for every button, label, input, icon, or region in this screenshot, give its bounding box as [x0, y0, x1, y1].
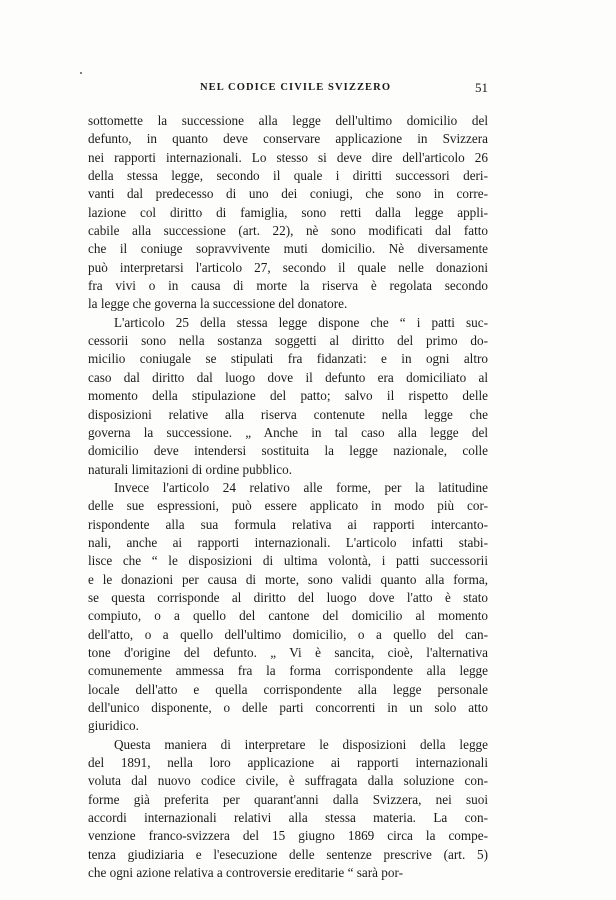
paragraph — [88, 736, 488, 883]
text-line: rispondente alla sua formula relativa ai rapporti intercanto- — [88, 516, 488, 532]
text-line: tenza giudiziaria e l'esecuzione delle sentenze prescrive (art. 5) — [88, 846, 488, 862]
text-line: domicilio deve intendersi sostituita la legge nazionale, colle — [88, 443, 488, 459]
text-line: Invece l'articolo 24 relativo alle forme, per la latitudine — [114, 479, 488, 495]
text-line: compiuto, o a quello del cantone del domicilio al momento — [88, 608, 488, 624]
text-line: e le donazioni per causa di morte, sono validi quanto alla forma, — [88, 571, 488, 587]
paragraph — [88, 314, 488, 479]
text-line: può interpretarsi l'articolo 27, secondo il quale nelle donazioni — [88, 259, 488, 275]
text-line: nei rapporti internazionali. Lo stesso si deve dire dell'articolo 26 — [88, 149, 488, 165]
text-line: disposizioni relative alla riserva contenute nella legge che — [88, 406, 488, 422]
text-line: caso dal diritto dal luogo dove il defunto era domiciliato al — [88, 369, 488, 385]
text-line: defunto, in quanto deve conservare applicazione in Svizzera — [88, 131, 488, 147]
print-speck — [80, 72, 82, 74]
text-line: governa la successione. „ Anche in tal caso alla legge del — [88, 424, 488, 440]
text-line: L'articolo 25 della stessa legge dispone che “ i patti suc- — [114, 314, 488, 330]
text-line: del 1891, nella loro applicazione ai rapporti internazionali — [88, 755, 488, 771]
text-line: che il coniuge sopravvivente muti domicilio. Nè diversamente — [88, 241, 488, 257]
text-line: lisce che “ le disposizioni di ultima volontà, i patti successorii — [88, 553, 488, 569]
text-line: delle sue espressioni, può essere applicato in modo più cor- — [88, 498, 488, 514]
text-line: tone d'origine del defunto. „ Vi è sancita, cioè, l'alternativa — [88, 644, 488, 660]
text-line: Questa maniera di interpretare le disposizioni della legge — [114, 736, 488, 752]
text-line: che ogni azione relativa a controversie ereditarie “ sarà por- — [88, 865, 403, 881]
text-line: momento della stipulazione del patto; salvo il rispetto delle — [88, 388, 488, 404]
text-line: naturali limitazioni di ordine pubblico. — [88, 461, 292, 477]
paragraph — [88, 112, 488, 314]
text-line: la legge che governa la successione del donatore. — [88, 296, 348, 312]
text-line: accordi internazionali relativi alla stessa materia. La con- — [88, 810, 488, 826]
text-line: fra vivi o in causa di morte la riserva è regolata secondo — [88, 278, 488, 294]
running-title: NEL CODICE CIVILE SVIZZERO — [200, 82, 392, 93]
text-line: cabile alla successione (art. 22), nè sono modificati dal fatto — [88, 223, 488, 239]
page-number: 51 — [475, 80, 488, 95]
paragraph — [88, 479, 488, 736]
text-line: lazione col diritto di famiglia, sono retti dalla legge appli- — [88, 204, 488, 220]
text-line: cessorii sono nella sostanza soggetti al diritto del primo do- — [88, 333, 488, 349]
text-line: nali, anche ai rapporti internazionali. L'articolo infatti stabi- — [88, 534, 488, 550]
text-line: forme già preferita per quarant'anni dalla Svizzera, nei suoi — [88, 791, 488, 807]
text-line: locale dell'atto e quella corrispondente alla legge personale — [88, 681, 488, 697]
text-line: vanti dal predecesso di uno dei coniugi, che sono in corre- — [88, 186, 488, 202]
text-line: sottomette la successione alla legge dell'ultimo domicilio del — [88, 113, 488, 128]
text-line: venzione franco-svizzera del 15 giugno 1869 circa la compe- — [88, 828, 488, 844]
text-line: giuridico. — [88, 718, 139, 734]
text-line: voluta dal nuovo codice civile, è suffragata dalla soluzione con- — [88, 773, 488, 789]
text-line: dell'unico disponente, o delle parti concorrenti in un solo atto — [88, 700, 488, 715]
page-header — [88, 82, 488, 100]
text-line: della stessa legge, secondo il quale i diritti successori deri- — [88, 168, 488, 184]
text-line: comunemente ammessa fra la forma corrispondente alla legge — [88, 663, 488, 679]
text-line: se questa corrisponde al diritto del luogo dove l'atto è stato — [88, 589, 488, 605]
body-text — [88, 112, 488, 882]
text-line: micilio coniugale se stipulati fra fidanzati: e in ogni altro — [88, 351, 488, 367]
text-line: dell'atto, o a quello dell'ultimo domicilio, o a quello del can- — [88, 626, 488, 642]
